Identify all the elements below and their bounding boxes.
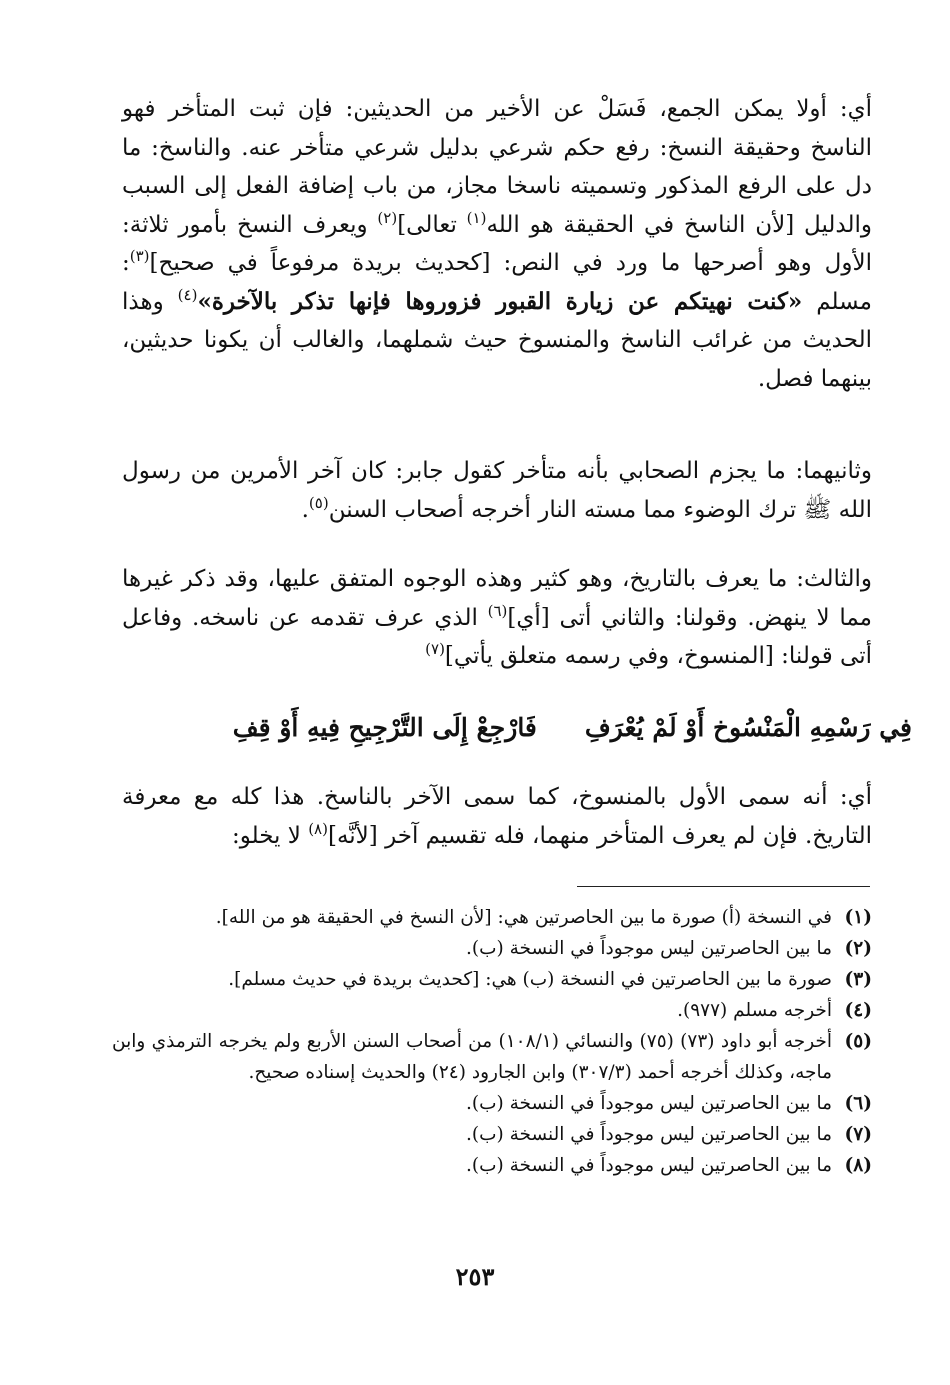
footnotes — [112, 902, 872, 1181]
footnote-separator — [577, 886, 870, 887]
footnote — [112, 933, 872, 964]
footnote-text: ما بين الحاصرتين ليس موجوداً في النسخة (ب). — [466, 1093, 832, 1114]
paragraph-1 — [122, 90, 872, 398]
page-number: ٢٥٣ — [455, 1262, 495, 1291]
paragraph-4 — [122, 778, 872, 855]
verse-hemistich-1: فِي رَسْمِهِ الْمَنْسُوخ أَوْ لَمْ يُعْرَفِ — [584, 713, 912, 742]
footnote-number: (٧) — [844, 1124, 872, 1145]
footnote-text: أخرجه مسلم (٩٧٧). — [677, 1000, 832, 1021]
footnote-text: في النسخة (أ) صورة ما بين الحاصرتين هي: [لأن النسخ في الحقيقة هو من الله]. — [215, 907, 832, 928]
paragraph-text: وهذا الحديث من غرائب الناسخ والمنسوخ حيث شملهما، والغالب أن يكونا حديثين، بينهما فصل. — [122, 288, 872, 392]
footnote — [112, 964, 872, 995]
footnote-text: صورة ما بين الحاصرتين في النسخة (ب) هي: [كحديث بريدة في حديث مسلم]. — [228, 969, 832, 990]
paragraph-text: : مسلم — [122, 250, 872, 315]
paragraph-text: . — [301, 496, 309, 523]
footnote — [112, 1088, 872, 1119]
paragraph-2 — [122, 452, 872, 529]
footnote — [112, 902, 872, 933]
paragraph-text: وثانيهما: ما يجزم الصحابي بأنه متأخر كقول جابر: كان آخر الأمرين من رسول الله ﷺ ترك الوضوء مما مسته النار أخرجه أصحاب السنن — [122, 458, 872, 523]
paragraph-text: ويعرف النسخ بأمور ثلاثة: الأول وهو أصرحها ما ورد في النص: [كحديث بريدة مرفوعاً في صحيح] — [122, 211, 872, 276]
paragraph-text: الذي عرف تقدمه عن ناسخه. وفاعل أتى قولنا: [المنسوخ، وفي رسمه متعلق يأتي] — [122, 604, 872, 669]
footnote-ref-7: (٧) — [425, 640, 445, 658]
footnote — [112, 1150, 872, 1181]
footnote-ref-2: (٢) — [377, 208, 398, 227]
footnote-ref-8: (٨) — [308, 819, 328, 838]
hadith-quote: «كنت نهيتكم عن زيارة القبور فزوروها فإنها تذكر بالآخرة» — [197, 287, 803, 315]
footnote-number: (٢) — [844, 938, 872, 959]
footnote-ref-5: (٥) — [308, 493, 329, 512]
paragraph-text: تعالى] — [397, 211, 467, 238]
paragraph-3 — [122, 560, 872, 676]
footnote-number: (١) — [844, 907, 872, 928]
paragraph-text: لا يخلو: — [231, 822, 309, 849]
footnote-text: ما بين الحاصرتين ليس موجوداً في النسخة (ب). — [466, 1124, 832, 1145]
footnote — [112, 1026, 872, 1088]
poem-verse — [25, 708, 920, 748]
paragraph-text: أي: أولا يمكن الجمع، فَسَلْ عن الأخير من الحديثين: فإن ثبت المتأخر فهو الناسخ وحقيقة النسخ: رفع حكم شرعي بدليل شرعي متأخر عنه. والناسخ: ما دل على الرفع المذكور وتسميته ناسخا مجاز، من باب إضافة الفعل إلى السبب والدليل [لأن الناسخ في الحقيقة هو الله — [122, 96, 872, 238]
footnote — [112, 1119, 872, 1150]
footnote-text: أخرجه أبو داود (٧٣) (٧٥) والنسائي (١٠٨/١) من أصحاب السنن الأربع ولم يخرجه الترمذي وابن ماجه، وكذلك أخرجه أحمد (٣٠٧/٣) وابن الجارود (٢٤) والحديث إسناده صحيح. — [112, 1031, 832, 1083]
verse-hemistich-2: فَارْجِعْ إِلَى التَّرْجِيحِ فِيهِ أَوْ قِفِ — [232, 713, 537, 742]
footnote-number: (٣) — [844, 969, 872, 990]
footnote-text: ما بين الحاصرتين ليس موجوداً في النسخة (ب). — [466, 1155, 832, 1176]
footnote-ref-1: (١) — [466, 208, 487, 227]
paragraph-text: والثالث: ما يعرف بالتاريخ، وهو كثير وهذه الوجوه المتفق عليها، وقد ذكر غيرها مما لا ينهض. وقولنا: والثاني أتى [أي] — [122, 566, 872, 631]
paragraph-text: أي: أنه سمى الأول بالمنسوخ، كما سمى الآخر بالناسخ. هذا كله مع معرفة التاريخ. فإن لم يعرف المتأخر منهما، فله تقسيم آخر [لأنَّه] — [122, 784, 872, 849]
footnote-number: (٦) — [844, 1093, 872, 1114]
footnote-number: (٤) — [844, 1000, 872, 1021]
footnote-number: (٨) — [844, 1155, 872, 1176]
footnote — [112, 995, 872, 1026]
footnote-text: ما بين الحاصرتين ليس موجوداً في النسخة (ب). — [466, 938, 832, 959]
footnote-ref-6: (٦) — [487, 601, 508, 620]
footnote-ref-3: (٣) — [129, 247, 150, 265]
footnote-number: (٥) — [844, 1031, 872, 1052]
footnote-ref-4: (٤) — [177, 285, 198, 304]
